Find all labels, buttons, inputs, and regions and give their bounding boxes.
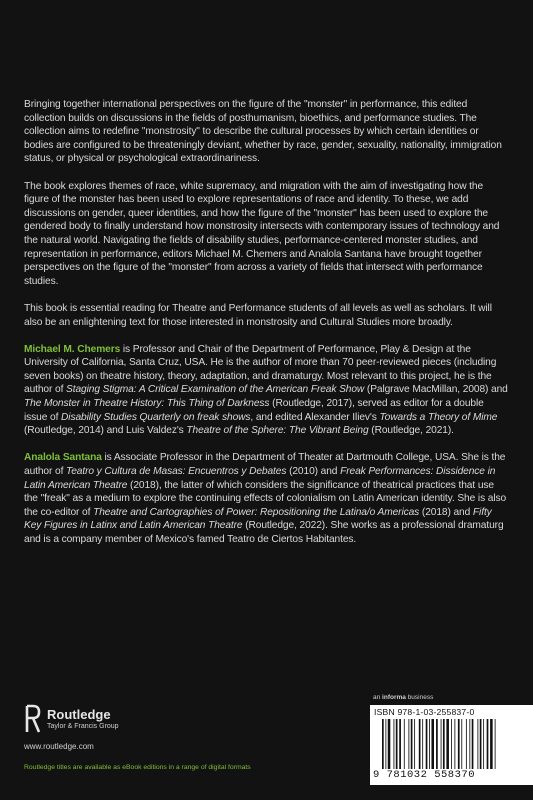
book-title: Towards a Theory of Mime	[379, 411, 498, 423]
bio-text: (Routledge, 2017), served as editor for a double issue of	[24, 398, 484, 423]
bio-text: , and edited Alexander Iliev's	[250, 411, 380, 423]
back-cover-copy	[24, 98, 509, 560]
book-title: Disability Studies Quarterly on freak shows	[61, 411, 251, 423]
informa-business-tag	[373, 694, 433, 701]
informa-suffix: business	[405, 694, 434, 701]
publisher-name: Routledge	[47, 707, 111, 722]
book-title: Theatre of the Sphere: The Vibrant Being	[186, 425, 369, 437]
routledge-logo-icon	[24, 704, 42, 734]
author-bio-chemers	[24, 343, 509, 438]
bio-text: (Palgrave MacMillan, 2008) and	[364, 384, 508, 396]
informa-prefix: an	[373, 694, 383, 701]
publisher-website: www.routledge.com	[24, 742, 94, 751]
book-title: Theatre and Cartographies of Power: Repositioning the Latina/o Americas	[93, 506, 420, 518]
blurb-paragraph-2: The book explores themes of race, white supremacy, and migration with the aim of investigating how the figure of the monster has been used to explore representations of race and identity. To these, we add discussions on gender, queer identities, and how the figure of the "monster" has been used to explore the gendered body to finally understand how monstrosity intersects with contemporary issues of technology and the natural world. Navigating the fields of disability studies, performance-centered monster studies, and representation in performance, editors Michael M. Chemers and Analola Santana have brought together perspectives on the figure of the "monster" from across a variety of fields that intersect with performance studies.	[24, 180, 500, 287]
book-title: The Monster in Theatre History: This Thing of Darkness	[24, 398, 270, 410]
informa-brand: informa	[382, 694, 406, 701]
blurb-paragraph-3: This book is essential reading for Theatre and Performance students of all levels as well as scholars. It will also be an enlightening text for those interested in monstrosity and Cultural Studies more broadly.	[24, 302, 492, 328]
bio-text: (2010) and	[286, 466, 341, 478]
publisher-group: Taylor & Francis Group	[47, 723, 119, 730]
bio-text: (Routledge, 2014) and Luis Valdez's	[24, 425, 187, 437]
isbn-barcode	[370, 705, 533, 785]
bio-text: is Associate Professor in the Department of Theater at Dartmouth College, USA. She is the author of	[24, 452, 506, 478]
book-title: Staging Stigma: A Critical Examination of the American Freak Show	[66, 384, 365, 396]
bio-text: is Professor and Chair of the Department of Performance, Play & Design at the University of California, Santa Cruz, USA. He is the author of more than 70 peer-reviewed pieces (including seven books) on theatre history, theory, adaptation, and dramaturgy. Most relevant to this project, he is the author of	[24, 343, 497, 396]
bio-text: (Routledge, 2021).	[368, 425, 454, 437]
bio-text: (2018), the latter of which considers the significance of theatrical practices that use the "freak" as a medium to explore the continuing effects of colonialism on Latin American identity. She is also the co-editor of	[24, 479, 507, 518]
isbn-number: ISBN 978-1-03-255837-0	[374, 707, 475, 717]
book-title: Freak Performances: Dissidence in Latin American Theatre	[24, 466, 496, 491]
book-title: Fifty Key Figures in Latinx and Latin American Theatre	[24, 506, 492, 532]
blurb-paragraph-1: Bringing together international perspectives on the figure of the "monster" in performance, this edited collection builds on discussions in the fields of posthumanism, bioethics, and performance studies. The collection aims to redefine "monstrosity" to describe the cultural processes by which certain identities or bodies are configured to be threateningly deviant, whether by race, gender, sexuality, nationality, immigration status, or physical or psychological extraordinariness.	[24, 99, 502, 165]
bio-text: (Routledge, 2022). She works as a professional dramaturg and is a company member of Mexico's famed Teatro de Ciertos Habitantes.	[24, 520, 504, 545]
author-name-santana: Analola Santana	[24, 452, 102, 464]
barcode-digits: 9 781032 558370	[373, 769, 476, 781]
author-bio-santana	[24, 451, 509, 546]
bio-text: (2018) and	[419, 506, 473, 518]
ebook-note: Routledge titles are available as eBook editions in a range of digital formats	[24, 764, 251, 771]
publisher-logo	[24, 704, 119, 734]
barcode-bars-icon	[382, 719, 532, 769]
author-name-chemers: Michael M. Chemers	[24, 343, 121, 355]
book-title: Teatro y Cultura de Masas: Encuentros y Debates	[66, 466, 287, 478]
